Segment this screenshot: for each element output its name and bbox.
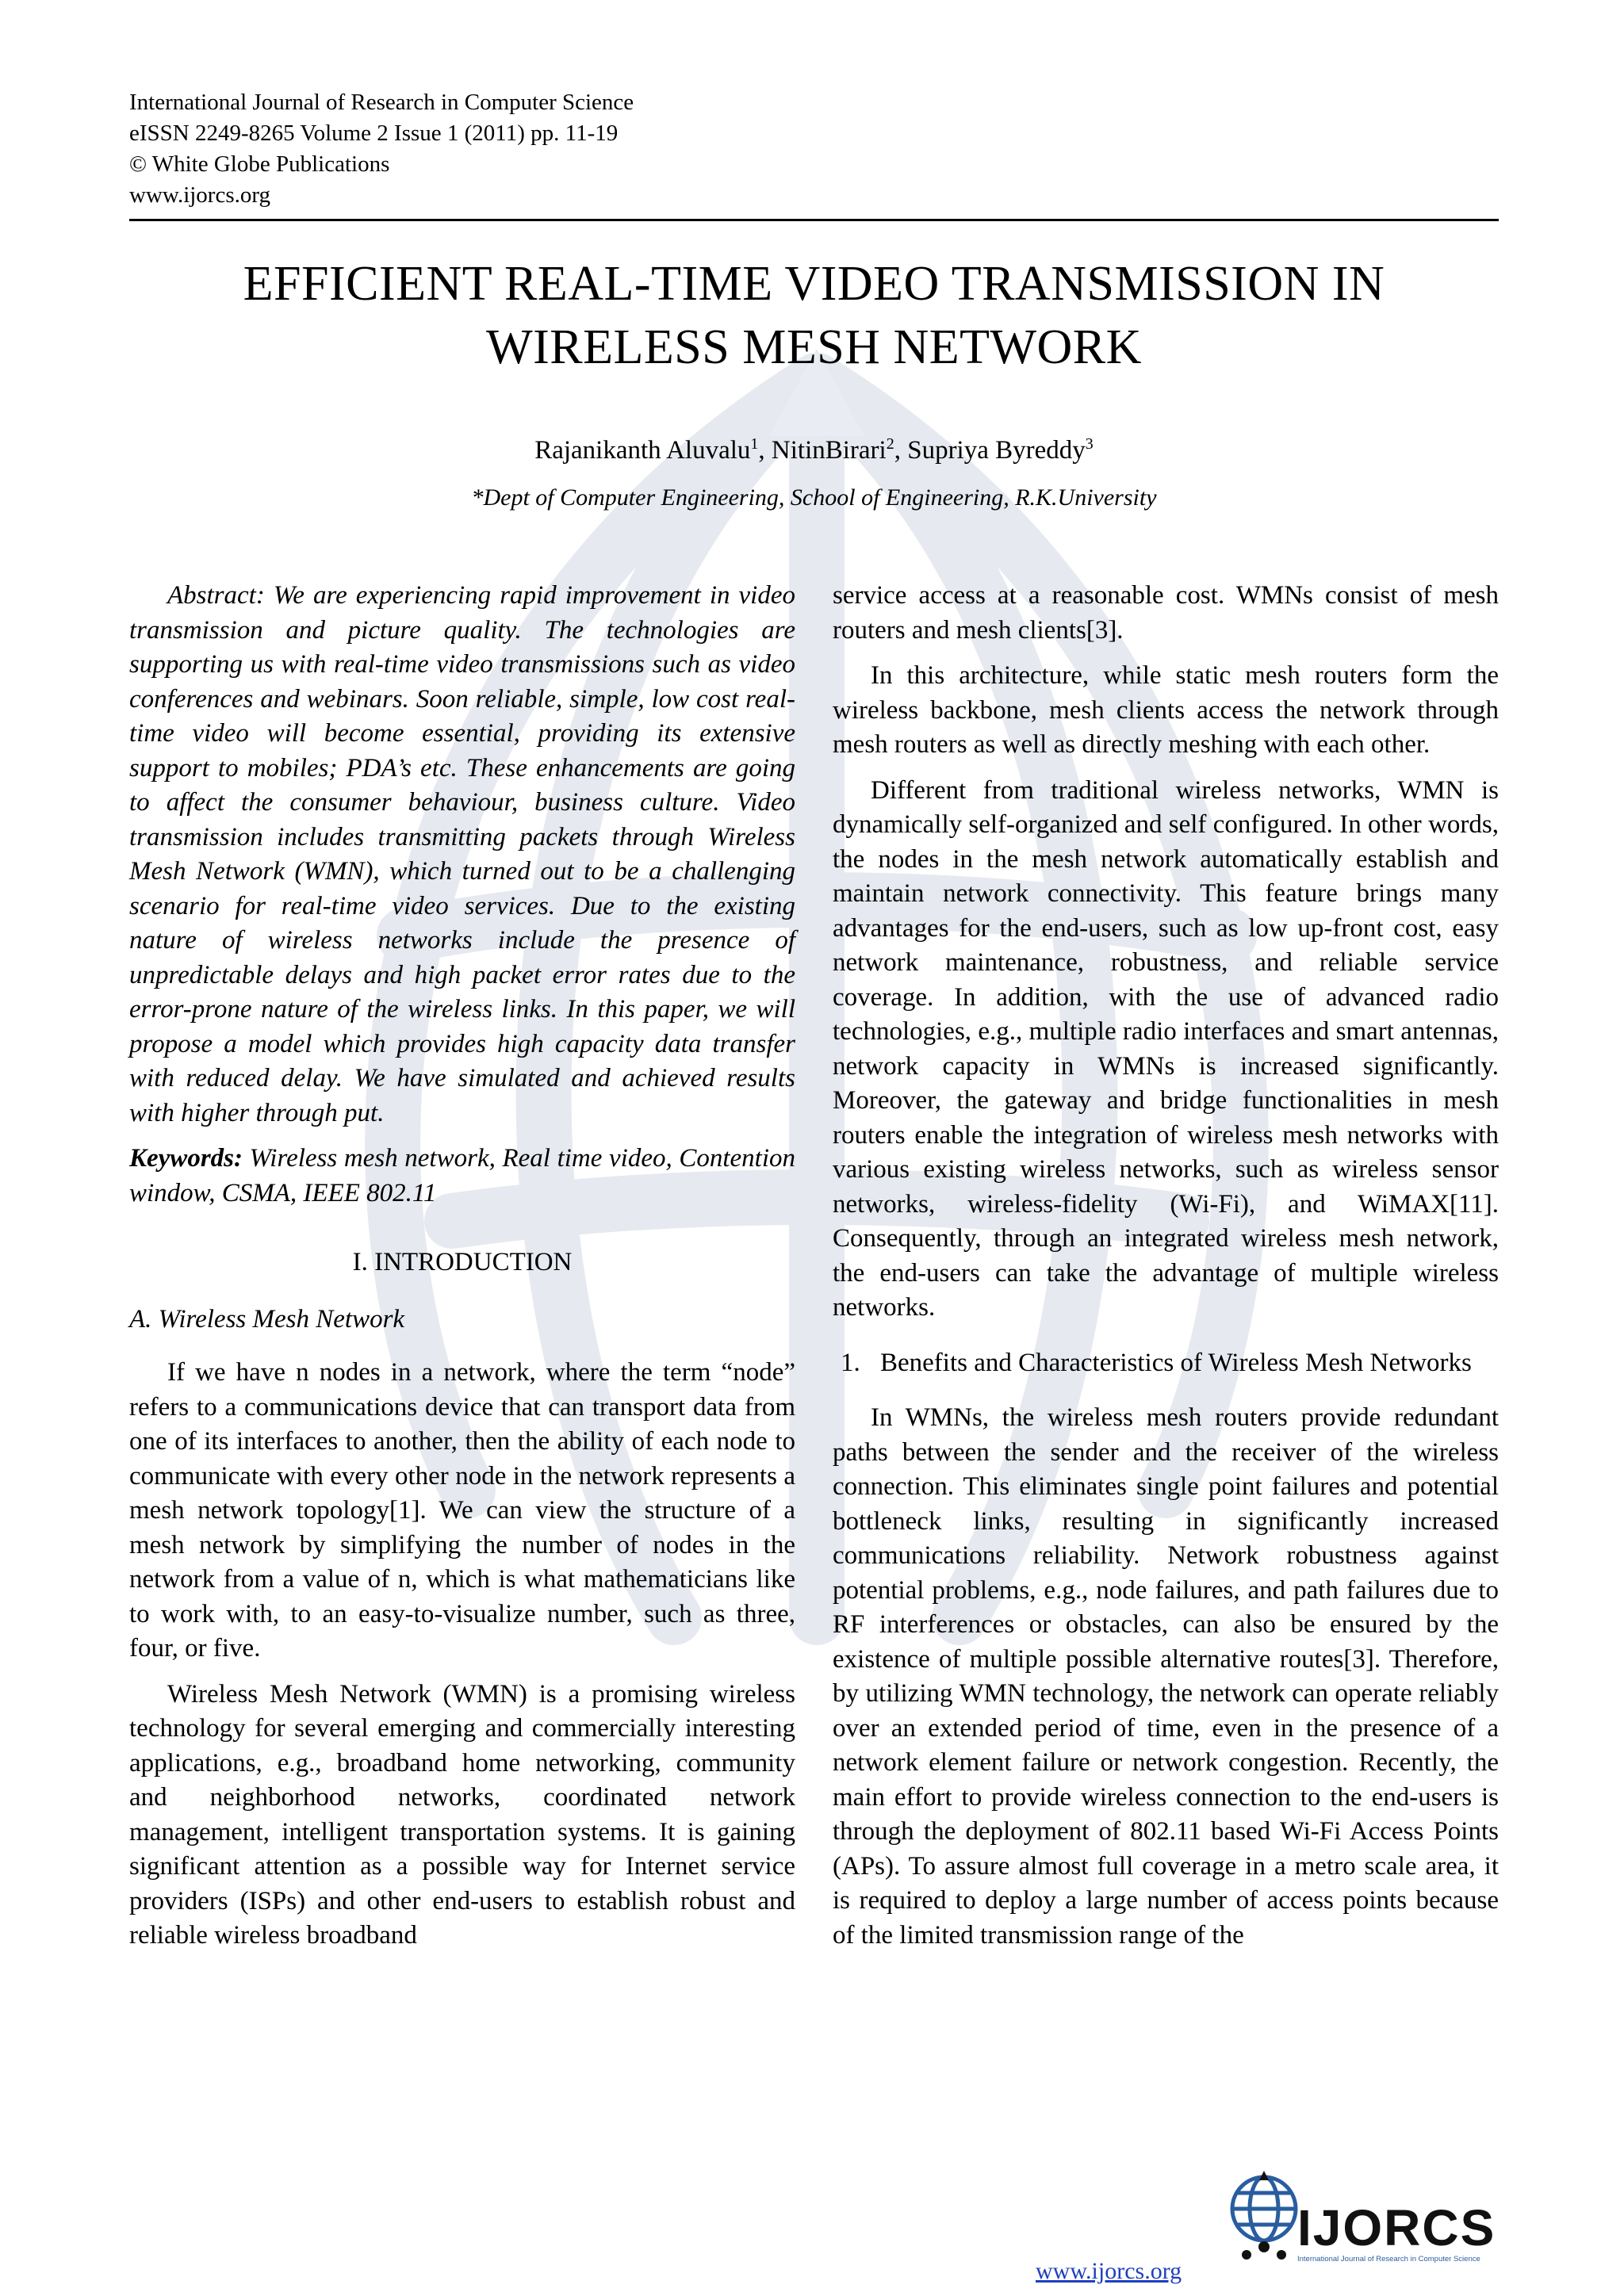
keywords <box>129 1142 795 1211</box>
left-column <box>129 579 795 1954</box>
abstract: Abstract: We are experiencing rapid improvement in video transmission and picture quality. The technologies are supporting us with real-time video transmissions such as video conferences and webinars. Soon reliable, simple, low cost real-time video will become essential, providing its extensive support to mobiles; PDA’s etc. These enhancements are going to affect the consumer behaviour, business culture. Video transmission includes transmitting packets through Wireless Mesh Network (WMN), which turned out to be a challenging scenario for real-time video services. Due to the existing nature of wireless networks include the presence of unpredictable delays and high packet error rates due to the error-prone nature of the wireless links. In this paper, we will propose a model which provides high capacity data transfer with reduced delay. We have simulated and achieved results with higher through put. <box>129 581 795 1127</box>
affiliation: *Dept of Computer Engineering, School of Engineering, R.K.University <box>471 484 1157 511</box>
author-sep-2: , <box>894 436 908 465</box>
keywords-label: Keywords: <box>129 1144 243 1173</box>
header-rule <box>129 219 1499 221</box>
subsection-heading-wmn: A. Wireless Mesh Network <box>129 1304 405 1334</box>
author-2-sup: 2 <box>886 435 894 453</box>
journal-name: International Journal of Research in Computer Science <box>129 90 634 115</box>
title-line-1: EFFICIENT REAL-TIME VIDEO TRANSMISSION IN <box>243 257 1385 311</box>
title-line-2: WIRELESS MESH NETWORK <box>486 320 1142 374</box>
subsection-number: 1. <box>841 1348 860 1377</box>
journal-issn: eISSN 2249-8265 Volume 2 Issue 1 (2011) pp. 11-19 <box>129 121 619 146</box>
section-heading-introduction: I. INTRODUCTION <box>352 1248 573 1276</box>
journal-publisher: © White Globe Publications <box>129 151 390 177</box>
subsection-heading-benefits <box>841 1346 1499 1381</box>
author-2: NitinBirari <box>771 436 887 465</box>
paragraph-benefits: In WMNs, the wireless mesh routers provide redundant paths between the sender and the receiver of the wireless connection. This eliminates single point failures and potential bottleneck links, resulting in significantly increased communications reliability. Network robustness against potential problems, e.g., node failures, and path failures due to RF interferences or obstacles, can also be ensured by the existence of multiple possible alternative routes[3]. Therefore, by utilizing WMN technology, the network can operate reliably over an extended period of time, even in the presence of a network element failure or network congestion. Recently, the main effort to provide wireless connection to the end-users is through the deployment of 802.11 based Wi-Fi Access Points (APs). To assure almost full coverage in a metro scale area, it is required to deploy a large number of access points because of the limited transmission range of the <box>833 1403 1499 1950</box>
paragraph-nodes: If we have n nodes in a network, where the term “node” refers to a communications device that can transport data from one of its interfaces to another, then the ability of each node to communicate with every other node in the network represents a mesh network topology[1]. We can view the structure of a mesh network by simplifying the number of nodes in the network from a value of n, which is what mathematicians like to work with, to an easy-to-visualize number, such as three, four, or five. <box>129 1358 795 1663</box>
keywords-text: Wireless mesh network, Real time video, Contention window, CSMA, IEEE 802.11 <box>129 1144 795 1207</box>
journal-website: www.ijorcs.org <box>129 182 271 208</box>
right-column <box>833 579 1499 1953</box>
logo-tagline: International Journal of Research in Computer Science <box>1297 2255 1480 2263</box>
paper-title <box>129 252 1499 379</box>
paragraph-architecture: In this architecture, while static mesh routers form the wireless backbone, mesh clients access the network through mesh routers as well as directly meshing with each other. <box>833 661 1499 759</box>
ijorcs-logo-icon <box>1215 2168 1500 2286</box>
author-1: Rajanikanth Aluvalu <box>534 436 751 465</box>
paragraph-wmn: Wireless Mesh Network (WMN) is a promising wireless technology for several emerging and commercially interesting applications, e.g., broadband home networking, community and neighborhood networks, coordinated network management, intelligent transportation systems. It is gaining significant attention as a possible way for Internet service providers (ISPs) and other end-users to establish robust and reliable wireless broadband <box>129 1679 795 1950</box>
author-1-sup: 1 <box>750 435 759 453</box>
journal-header <box>129 87 634 211</box>
paragraph-self-organized: Different from traditional wireless networks, WMN is dynamically self-organized and self configured. In other words, the nodes in the mesh network automatically establish and maintain network connectivity. This feature brings many advantages for the end-users, such as low up-front cost, easy network maintenance, robustness, and reliable service coverage. In addition, with the use of advanced radio technologies, e.g., multiple radio interfaces and smart antennas, network capacity in WMNs is increased significantly. Moreover, the gateway and bridge functionalities in mesh routers enable the integration of wireless mesh networks with various existing wireless networks, such as wireless sensor networks, wireless-fidelity (Wi-Fi), and WiMAX[11]. Consequently, through an integrated wireless mesh network, the end-users can take the advantage of multiple wireless networks. <box>833 775 1499 1322</box>
logo-wordmark: IJORCS <box>1297 2199 1496 2256</box>
author-3: Supriya Byreddy <box>907 436 1086 465</box>
author-3-sup: 3 <box>1085 435 1094 453</box>
author-sep-1: , <box>758 436 772 465</box>
subsection-title: Benefits and Characteristics of Wireless Mesh Networks <box>880 1348 1472 1377</box>
author-list <box>129 434 1499 466</box>
footer-website-link[interactable]: www.ijorcs.org <box>1036 2258 1182 2284</box>
paragraph-service-access: service access at a reasonable cost. WMNs consist of mesh routers and mesh clients[3]. <box>833 581 1499 645</box>
